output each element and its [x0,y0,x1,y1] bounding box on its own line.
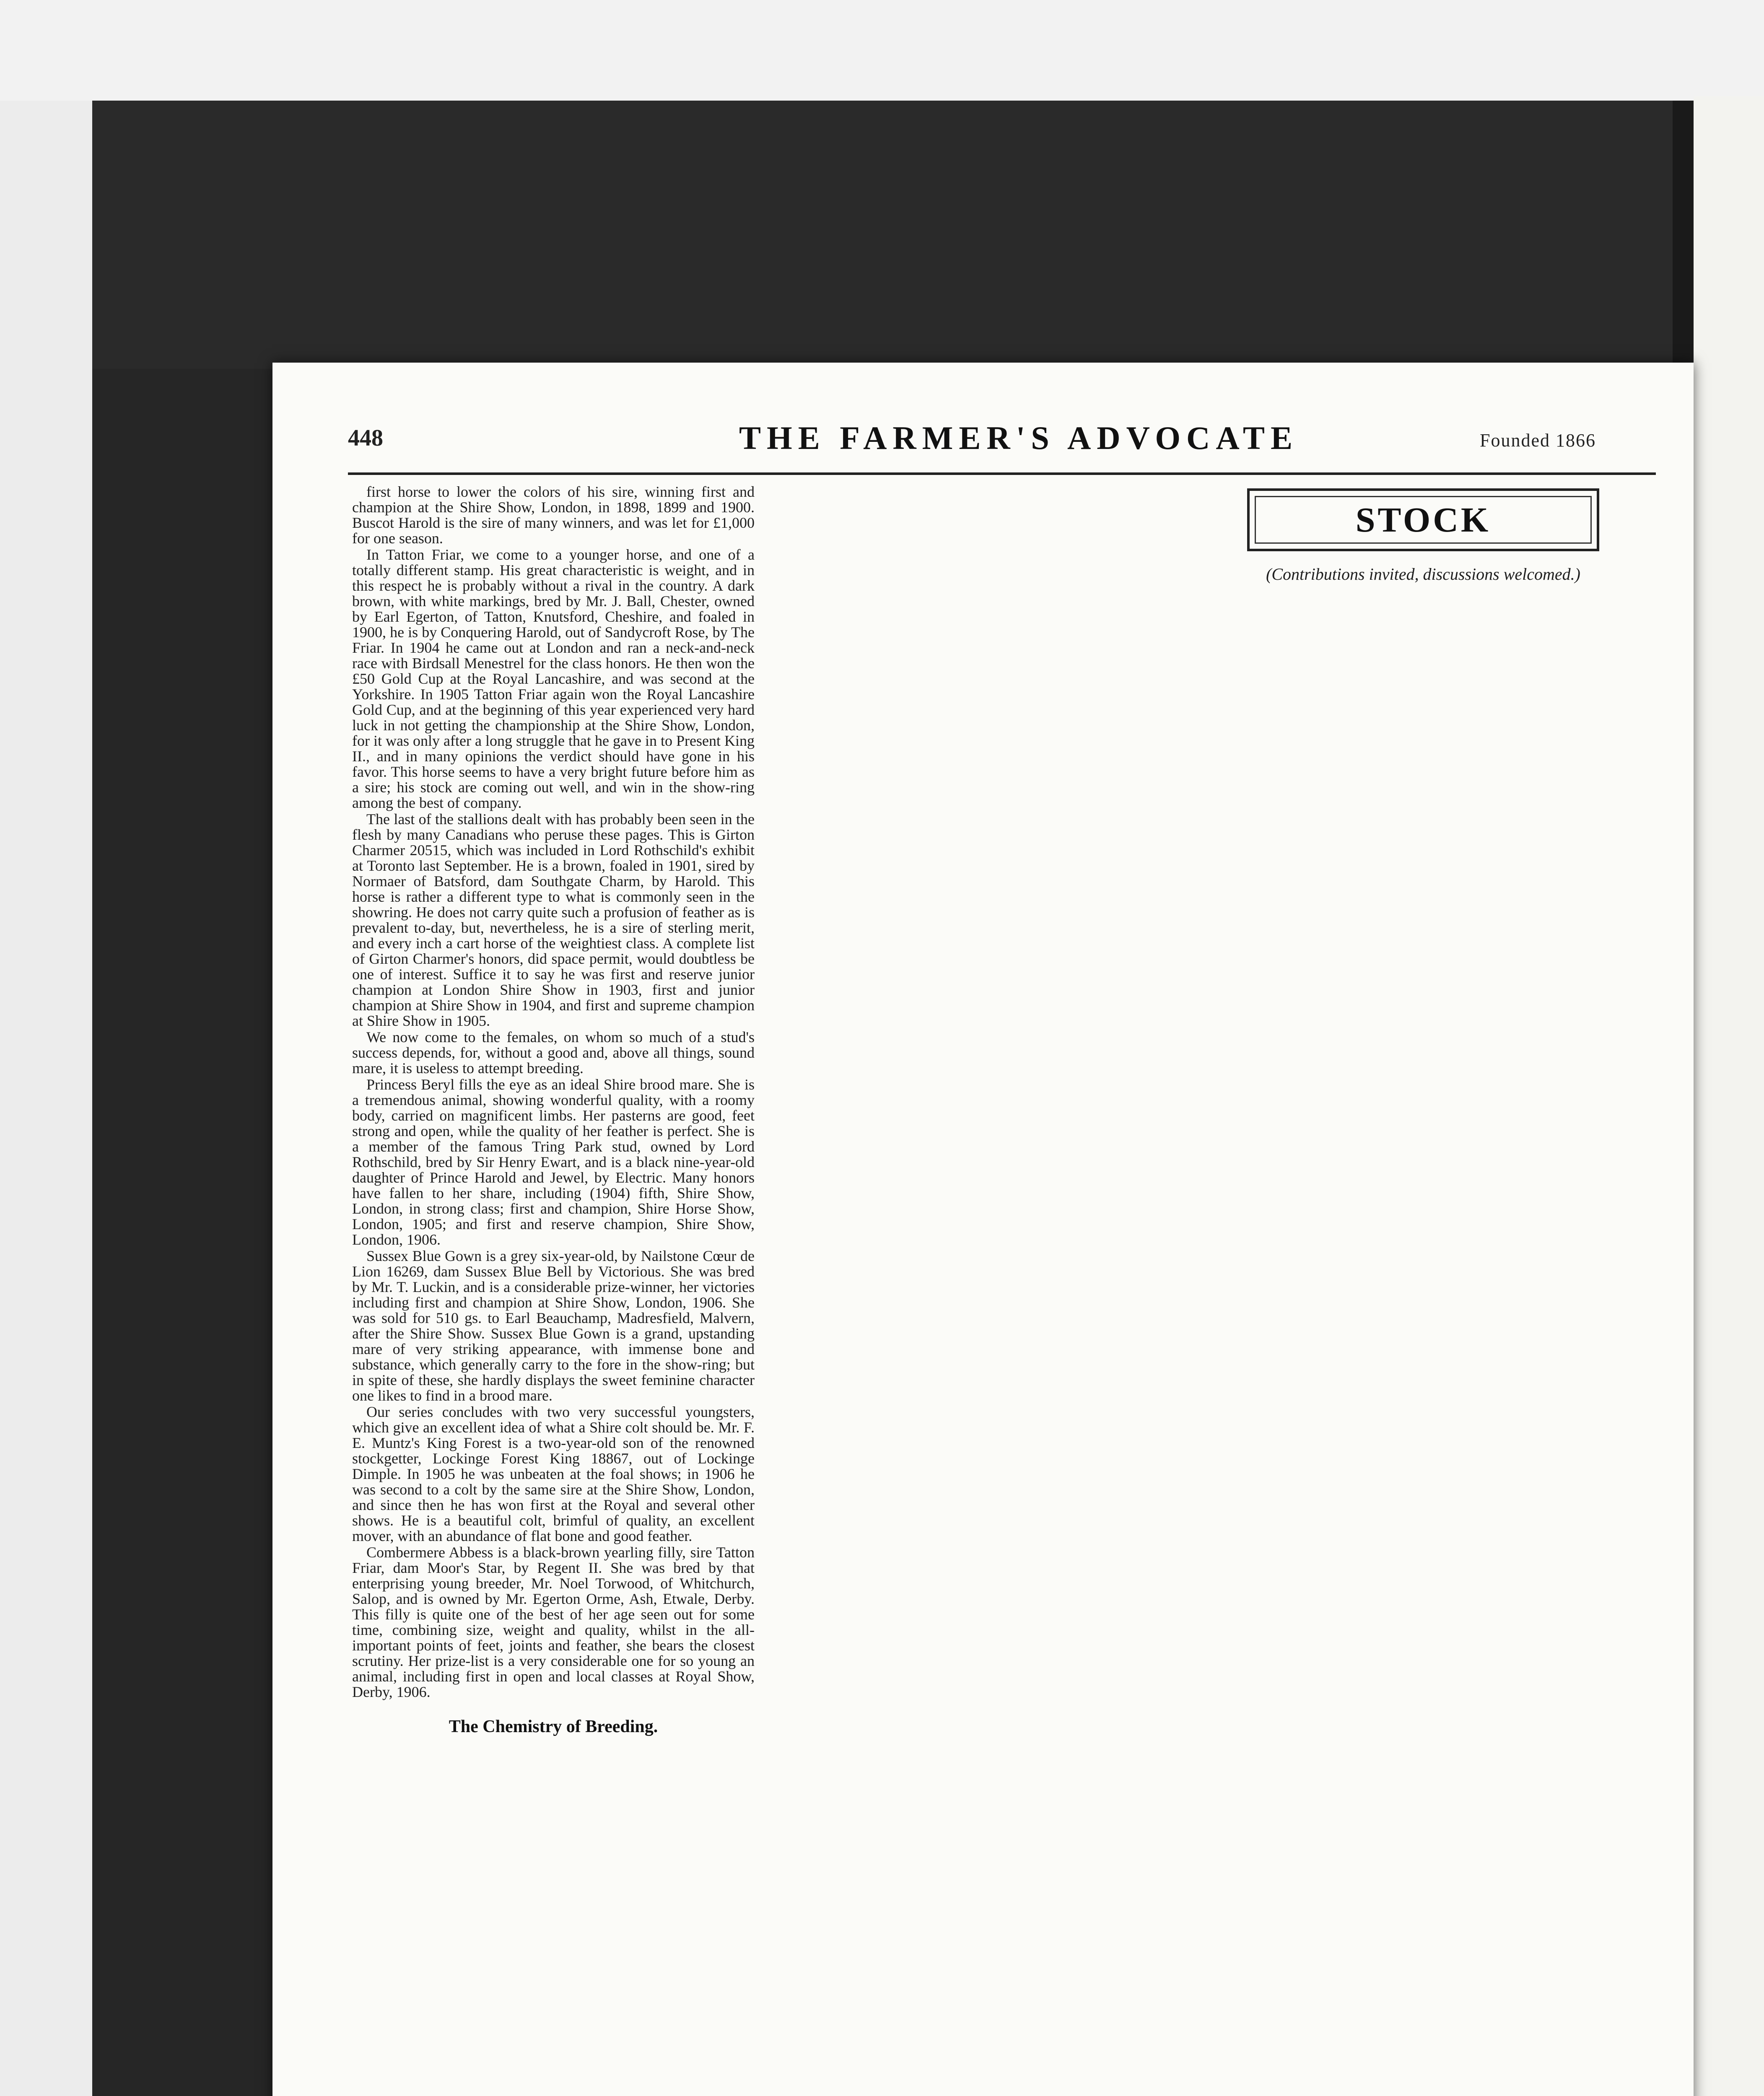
adjacent-page-edge [1694,96,1764,2096]
article-paragraph: In Tatton Friar, we come to a younger horse, and one of a totally different stamp. His great characteristic is weight, and in this respect he is probably without a rival in the country. A dark brown, with white markings, bred by Mr. J. Ball, Chester, owned by Earl Egerton, of Tatton, Knutsford, Cheshire, and foaled in 1900, he is by Conquering Harold, out of Sandycroft Rose, by The Friar. In 1904 he came out at London and ran a neck-and-neck race with Birdsall Menestrel for the class honors. He then won the £50 Gold Cup at the Royal Lancashire, and was second at the Yorkshire. In 1905 Tatton Friar again won the Royal Lancashire Gold Cup, and at the beginning of this year experienced very hard luck in not getting the championship at the Shire Show, London, for it was only after a long struggle that he gave in to Present King II., and in many opinions the verdict should have gone in his favor. This horse seems to have a very bright future before him as a sire; his stock are coming out well, and win in the show-ring among the best of company. [352,546,755,811]
article-paragraph: We now come to the females, on whom so much of a stud's success depends, for, without a good and, above all things, sound mare, it is useless to attempt breeding. [352,1029,755,1077]
article-paragraph: Sussex Blue Gown is a grey six-year-old, by Nailstone Cœur de Lion 16269, dam Sussex Blue Bell by Victorious. She was bred by Mr. T. Luckin, and is a considerable prize-winner, her victories including first and champion at Shire Show, London, 1906. She was sold for 510 gs. to Earl Beauchamp, Madresfield, Malvern, after the Shire Show. Sussex Blue Gown is a grand, upstanding mare of very striking appearance, with immense bone and substance, which generally carry to the fore in the show-ring; but in spite of these, she hardly displays the sweet feminine character one likes to find in a brood mare. [352,1248,755,1404]
founded-line: Founded 1866 [1480,430,1596,451]
newspaper-page [272,363,1694,2096]
film-margin-left [0,101,92,2096]
column-3 [1207,484,1639,594]
scan-shadow-top [92,101,1673,377]
article-paragraph: first horse to lower the colors of his sire, winning first and champion at the Shire Show, London, in 1898, 1899 and 1900. Buscot Harold is the sire of many winners, and was let for £1,000 for one season. [352,483,755,547]
scan-shadow-left [92,369,277,2096]
stock-section-title: STOCK [1255,496,1592,544]
masthead: THE FARMER'S ADVOCATE [739,420,1298,456]
column-1 [352,484,755,1746]
header-rule [348,472,1656,475]
article-heading: The Chemistry of Breeding. [449,1717,658,1736]
page-number: 448 [348,425,383,451]
article-paragraph: The last of the stallions dealt with has probably been seen in the flesh by many Canadians who peruse these pages. This is Girton Charmer 20515, which was included in Lord Rothschild's exhibit at Toronto last September. He is a brown, foaled in 1901, sired by Normaer of Batsford, dam Southgate Charm, by Harold. This horse is rather a different type to what is commonly seen in the showring. He does not carry quite such a profusion of feather as is prevalent to-day, but, nevertheless, he is a sire of sterling merit, and every inch a cart horse of the weightiest class. A complete list of Girton Charmer's honors, did space permit, would doubtless be one of interest. Suffice it to say he was first and reserve junior champion at London Shire Show in 1903, first and junior champion at Shire Show in 1904, and first and supreme champion at Shire Show in 1905. [352,811,755,1029]
article-paragraph: Princess Beryl fills the eye as an ideal Shire brood mare. She is a tremendous animal, showing wonderful quality, with a roomy body, carried on magnificent limbs. Her pasterns are good, feet strong and open, while the quality of her feather is perfect. She is a member of the famous Tring Park stud, owned by Lord Rothschild, bred by Sir Henry Ewart, and is a black nine-year-old daughter of Prince Harold and Jewel, by Electric. Many honors have fallen to her share, including (1904) fifth, Shire Show, London, in strong class; first and champion, Shire Horse Show, London, 1905; and first and reserve champion, Shire Show, London, 1906. [352,1076,755,1248]
article-paragraph: Combermere Abbess is a black-brown yearling filly, sire Tatton Friar, dam Moor's Star, by Regent II. She was bred by that enterprising young breeder, Mr. Noel Torwood, of Whitchurch, Salop, and is owned by Mr. Egerton Orme, Ash, Etwale, Derby. This filly is quite one of the best of her age seen out for some time, combining size, weight and quality, whilst in the all-important points of feet, joints and feather, she bears the closest scrutiny. Her prize-list is a very considerable one for so young an animal, including first in open and local classes at Royal Show, Derby, 1906. [352,1544,755,1700]
film-margin-top [0,0,1764,101]
stock-section-box [1247,488,1599,551]
article-paragraph: Our series concludes with two very successful youngsters, which give an excellent idea of what a Shire colt should be. Mr. F. E. Muntz's King Forest is a two-year-old son of the renowned stockgetter, Lockinge Forest King 18867, out of Lockinge Dimple. In 1905 he was unbeaten at the foal shows; in 1906 he was second to a colt by the same sire at the Shire Show, London, and since then he has won first at the Royal and several other shows. He is a beautiful colt, brimful of quality, an excellent mover, with an abundance of flat bone and good feather. [352,1403,755,1544]
stock-section-subtitle: (Contributions invited, discussions welcomed.) [1266,565,1580,584]
